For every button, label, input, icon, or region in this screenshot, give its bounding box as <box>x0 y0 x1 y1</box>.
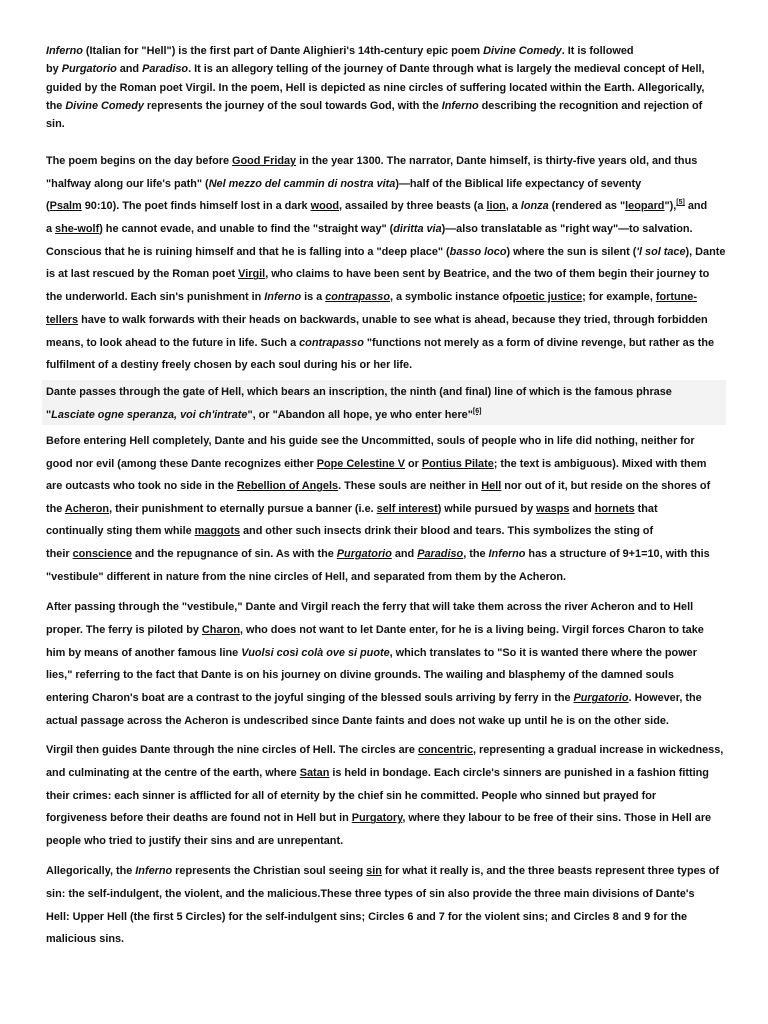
footnote-label: [6] <box>472 407 482 415</box>
italic-text: 'l sol tace <box>636 245 686 258</box>
text-run: sin: the self-indulgent, the violent, and the malicious.These three types of sin also provide the three main divisions of Dante's <box>46 887 695 900</box>
text-run: . These souls are neither in <box>338 480 482 493</box>
text-line <box>46 381 726 404</box>
text-line <box>46 60 726 78</box>
text-run: "functions not merely as a form of divine revenge, but rather as the <box>363 336 715 349</box>
text-line <box>46 830 726 853</box>
hyperlink[interactable] <box>337 548 392 560</box>
text-line <box>46 642 726 665</box>
text-line <box>46 664 726 687</box>
text-run: After passing through the "vestibule," Dante and Virgil reach the ferry that will take them across the river Acheron and to Hell <box>46 601 694 613</box>
hyperlink-label: Purgatorio <box>573 692 629 705</box>
hyperlink[interactable] <box>574 692 629 704</box>
text-line <box>46 218 726 241</box>
text-run: "), <box>664 200 677 213</box>
italic-text: diritta via <box>393 223 442 236</box>
text-run: and <box>684 200 708 213</box>
text-run: " <box>46 408 52 421</box>
hyperlink[interactable]: lion <box>486 200 506 213</box>
hyperlink-label: Purgatorio <box>336 547 392 560</box>
text-line <box>46 404 726 427</box>
text-run: are outcasts who took no side in the <box>46 480 237 493</box>
text-line <box>46 332 726 355</box>
text-run: that <box>634 502 658 515</box>
hyperlink[interactable]: Virgil <box>238 268 266 281</box>
text-line <box>46 883 726 906</box>
hyperlink[interactable]: conscience <box>72 547 132 560</box>
text-line <box>46 762 726 785</box>
text-run: (Italian for "Hell") is the first part of Dante Alighieri's 14th-century epic poem <box>82 45 484 57</box>
text-line <box>46 807 726 830</box>
text-run: is held in bondage. Each circle's sinners are punished in a fashion fitting <box>329 766 709 779</box>
footnote-link[interactable] <box>676 199 685 206</box>
hyperlink[interactable]: wasps <box>536 502 570 515</box>
text-line <box>46 430 726 453</box>
italic-text: Divine Comedy <box>65 99 144 112</box>
hyperlink[interactable]: poetic justice <box>512 291 583 304</box>
text-run: and <box>569 502 595 515</box>
hyperlink[interactable]: tellers <box>46 313 79 326</box>
italic-text: Paradiso <box>142 63 189 76</box>
text-run: Allegorically, the <box>46 865 136 877</box>
hyperlink[interactable]: Charon <box>201 623 241 636</box>
footnote-label: [5] <box>676 199 685 207</box>
italic-text: basso loco <box>449 245 507 258</box>
text-line <box>46 286 726 309</box>
italic-text: contrapasso <box>299 336 364 349</box>
text-run: ", or "Abandon all hope, ye who enter here" <box>247 408 473 421</box>
hyperlink[interactable]: sin <box>366 865 382 877</box>
text-run: The poem begins on the day before <box>46 155 233 167</box>
text-run: have to walk forwards with their heads on backwards, unable to see what is ahead, because they tried, through forbidden <box>78 313 708 326</box>
text-run: a <box>46 223 56 236</box>
text-run: (rendered as " <box>548 200 626 213</box>
paragraph-uncommitted <box>46 430 726 588</box>
paragraph-gate-of-hell <box>46 381 726 426</box>
text-run: or <box>404 457 422 470</box>
text-run: , assailed by three beasts (a <box>339 200 487 213</box>
text-run: , the <box>463 547 489 560</box>
text-run: , where they labour to be free of their sins. Those in Hell are <box>402 812 712 825</box>
hyperlink[interactable]: leopard <box>625 200 665 213</box>
text-line <box>46 97 726 115</box>
text-run: , representing a gradual increase in wickedness, <box>473 744 724 756</box>
text-run: and culminating at the centre of the earth, where <box>46 766 300 779</box>
text-line <box>46 739 726 762</box>
italic-text: Inferno <box>441 99 479 112</box>
text-run: , who does not want to let Dante enter, for he is a living being. Virgil forces Charon to take <box>240 623 704 636</box>
footnote-link[interactable] <box>473 408 482 415</box>
hyperlink[interactable]: Pope Celestine V <box>316 457 405 470</box>
italic-text: Inferno <box>46 45 83 57</box>
text-run: proper. The ferry is piloted by <box>46 623 202 636</box>
text-run: ( <box>46 200 50 213</box>
text-run: entering Charon's boat are a contrast to the joyful singing of the blessed souls arriving by ferry in the <box>46 692 574 705</box>
text-run: 90:10). The poet finds himself lost in a dark <box>81 200 311 213</box>
text-run: is a <box>301 291 326 304</box>
text-run: Hell: Upper Hell (the first 5 Circles) for the self-indulgent sins; Circles 6 and 7 for the violent sins; and Circles 8 and 9 for the <box>46 910 688 923</box>
text-line <box>46 566 726 589</box>
hyperlink[interactable]: wood <box>310 200 340 213</box>
paragraph-allegory <box>46 860 726 951</box>
text-line <box>46 115 726 133</box>
hyperlink[interactable]: Acheron <box>64 502 110 515</box>
hyperlink[interactable]: Psalm <box>49 200 82 213</box>
text-run: , a symbolic instance of <box>389 291 513 304</box>
text-line <box>46 596 726 619</box>
text-line <box>46 195 726 218</box>
text-run: ; the text is ambiguous). Mixed with them <box>493 457 707 470</box>
hyperlink[interactable] <box>417 548 463 560</box>
text-run: and other such insects drink their blood and tears. This symbolizes the sting of <box>240 525 654 538</box>
paragraph-ferry <box>46 596 726 733</box>
text-run: , who claims to have been sent by Beatrice, and the two of them begin their journey to <box>265 268 710 281</box>
text-line <box>46 354 726 377</box>
text-run: him by means of another famous line <box>46 646 242 659</box>
italic-text: Nel mezzo del cammin di nostra vita <box>208 177 396 190</box>
hyperlink-label: Paradiso <box>417 547 464 560</box>
hyperlink[interactable]: she-wolf <box>55 223 100 236</box>
italic-text: Inferno <box>488 547 526 560</box>
text-run: represents the Christian soul seeing <box>172 865 367 877</box>
text-line <box>46 150 726 173</box>
text-run: . It is followed <box>561 45 634 57</box>
hyperlink-label: contrapasso <box>325 291 390 304</box>
text-run: ; for example, <box>582 291 656 304</box>
text-run: ) where the sun is silent ( <box>506 245 637 258</box>
text-line <box>46 309 726 332</box>
text-run: ), Dante <box>685 245 726 258</box>
text-run: people who tried to justify their sins and are unrepentant. <box>46 835 344 848</box>
text-run: , their punishment to eternally pursue a banner (i.e. <box>109 502 377 515</box>
italic-text: Purgatorio <box>61 63 117 76</box>
text-run: . However, the <box>628 692 702 705</box>
text-run: )—also translatable as "right way"—to salvation. <box>441 223 693 236</box>
text-run: forgiveness before their deaths are found not in Hell but in <box>46 812 352 825</box>
text-run: , which translates to "So it is wanted there where the power <box>389 646 697 659</box>
text-run: the <box>46 99 66 112</box>
text-line <box>46 79 726 97</box>
italic-text: lonza <box>520 200 549 213</box>
text-run: ) while pursued by <box>437 502 537 515</box>
italic-text: Vuolsi così colà ove si puote <box>241 646 390 659</box>
hyperlink[interactable]: Purgatory <box>351 812 403 825</box>
text-run: their crimes: each sinner is afflicted for all of eternity by the chief sin he committed. People who sinned but prayed for <box>46 789 657 802</box>
text-line <box>46 263 726 286</box>
text-line <box>46 710 726 733</box>
italic-text: Inferno <box>135 865 173 877</box>
text-line <box>46 543 726 566</box>
text-line <box>46 906 726 929</box>
hyperlink[interactable]: concentric <box>417 744 474 756</box>
text-run: continually sting them while <box>46 525 195 538</box>
text-line <box>46 42 726 60</box>
text-run: guided by the Roman poet Virgil. In the poem, Hell is depicted as nine circles of suffering located within the Earth. Allegorically, <box>46 81 705 94</box>
text-run: Virgil then guides Dante through the nine circles of Hell. The circles are <box>46 744 418 756</box>
text-run: and <box>116 63 143 76</box>
text-run: . It is an allegory telling of the journey of Dante through what is largely the medieval concept of Hell, <box>188 63 705 76</box>
text-run: "vestibule" different in nature from the nine circles of Hell, and separated from them by the Acheron. <box>46 570 567 583</box>
text-run: for what it really is, and the three beasts represent three types of <box>381 865 719 877</box>
paragraph-poem-begins <box>46 150 726 377</box>
hyperlink[interactable]: Satan <box>299 766 330 779</box>
hyperlink[interactable]: maggots <box>194 525 241 538</box>
text-line <box>46 928 726 951</box>
text-line <box>46 687 726 710</box>
text-line <box>46 785 726 808</box>
text-run: ) he cannot evade, and unable to find the "straight way" ( <box>99 223 394 236</box>
hyperlink[interactable]: hornets <box>594 502 635 515</box>
paragraph-intro <box>46 42 726 133</box>
text-run: fulfilment of a destiny freely chosen by each soul during his or her life. <box>46 359 413 372</box>
text-run: sin. <box>46 118 65 131</box>
hyperlink[interactable]: Pontius Pilate <box>421 457 494 470</box>
text-run: actual passage across the Acheron is undescribed since Dante faints and does not wake up until he is on the other side. <box>46 714 669 727</box>
text-run: lies," referring to the fact that Dante is on his journey on divine grounds. The wailing and blasphemy of the damned souls <box>46 669 674 682</box>
text-run: Conscious that he is ruining himself and that he is falling into a "deep place" ( <box>46 245 450 258</box>
text-run: in the year 1300. The narrator, Dante himself, is thirty-five years old, and thus <box>296 155 698 167</box>
text-line <box>46 619 726 642</box>
text-run: nor out of it, but reside on the shores of <box>501 480 711 493</box>
text-run: Before entering Hell completely, Dante and his guide see the Uncommitted, souls of people who in life did nothing, neither for <box>46 435 695 447</box>
hyperlink[interactable]: self interest <box>376 502 438 515</box>
italic-text: Lasciate ogne speranza, voi ch'intrate <box>51 408 248 421</box>
text-run: is at last rescued by the Roman poet <box>46 268 239 281</box>
text-run: means, to look ahead to the future in life. Such a <box>46 336 300 349</box>
text-line <box>46 241 726 264</box>
hyperlink[interactable]: Rebellion of Angels <box>236 480 339 493</box>
text-run: and <box>391 547 418 560</box>
italic-text: Divine Comedy <box>483 45 562 57</box>
text-run: , a <box>505 200 521 213</box>
hyperlink[interactable]: Good Friday <box>232 155 297 167</box>
text-line <box>46 475 726 498</box>
text-run: has a structure of 9+1=10, with this <box>525 547 710 560</box>
text-run: describing the recognition and rejection of <box>478 99 703 112</box>
text-line <box>46 173 726 196</box>
hyperlink[interactable] <box>325 291 390 303</box>
text-run: Dante passes through the gate of Hell, which bears an inscription, the ninth (and final) line of which is the famous phrase <box>46 386 672 398</box>
text-run: and the repugnance of sin. As with the <box>131 547 337 560</box>
paragraph-nine-circles <box>46 739 726 853</box>
text-run: their <box>46 547 73 560</box>
text-run: by <box>46 63 62 76</box>
text-run: "halfway along our life's path" ( <box>46 177 209 190</box>
text-line <box>46 520 726 543</box>
hyperlink[interactable]: fortune- <box>655 291 697 304</box>
text-run: the underworld. Each sin's punishment in <box>46 291 265 304</box>
text-line <box>46 860 726 883</box>
text-run: good nor evil (among these Dante recognizes either <box>46 457 317 470</box>
text-line <box>46 498 726 521</box>
italic-text: Inferno <box>264 291 302 304</box>
text-run: malicious sins. <box>46 933 125 946</box>
text-run: )—half of the Biblical life expectancy of seventy <box>395 177 642 190</box>
hyperlink[interactable]: Hell <box>481 480 502 493</box>
text-line <box>46 453 726 476</box>
text-run: the <box>46 502 65 515</box>
text-run: represents the journey of the soul towards God, with the <box>143 99 442 112</box>
